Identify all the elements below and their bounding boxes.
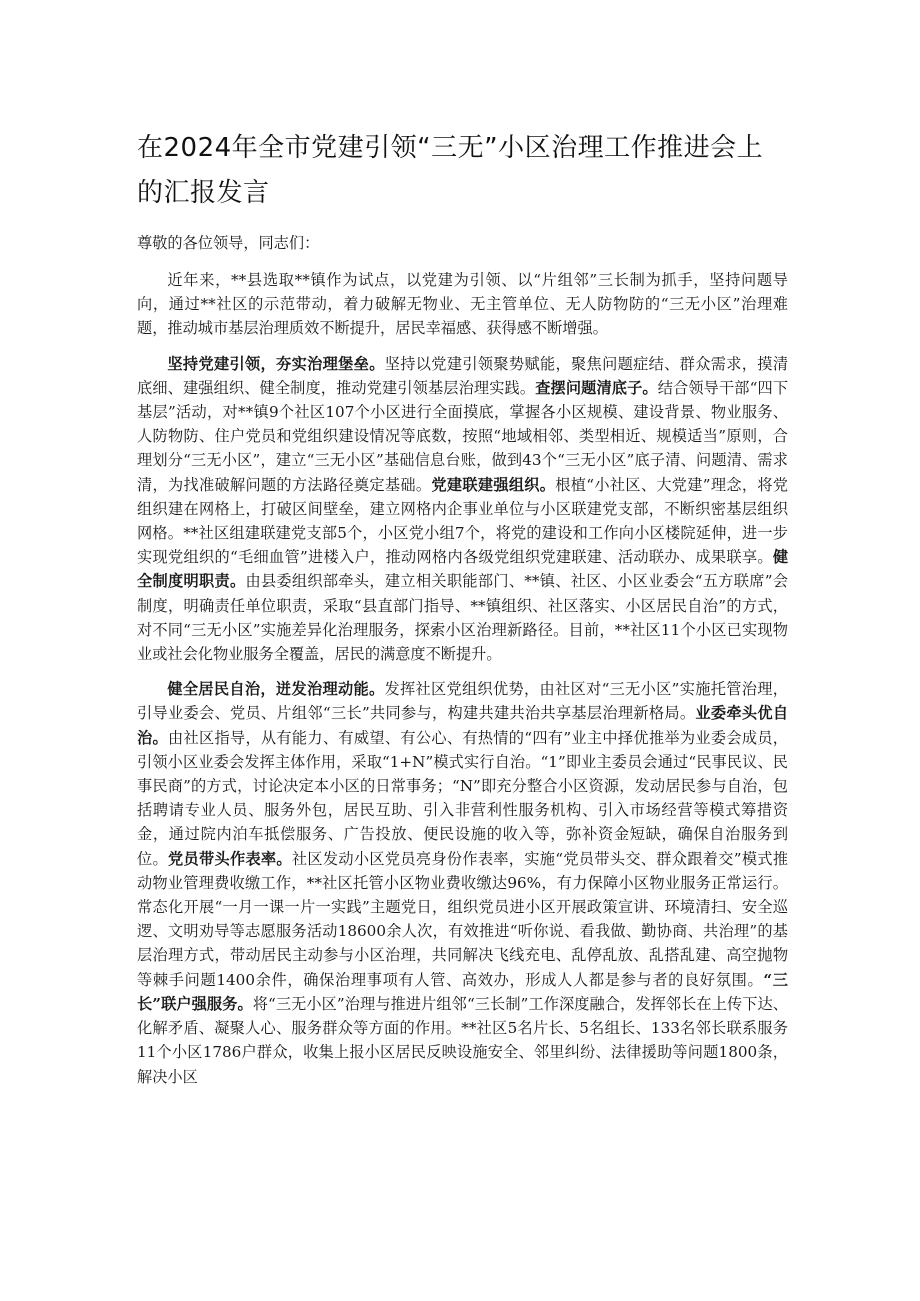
subsection-text: 由县委组织部牵头，建立相关职能部门、**镇、社区、小区业委会“五方联席”会制度，明确责任单位职责，采取“县直部门指导、**镇组织、社区落实、小区居民自治”的方式，对不同“三无小区”实施差异化治理服务，探索小区治理新路径。目前，**社区11个小区已实现物业或社会化物业服务全覆盖，居民的满意度不断提升。 bbox=[137, 572, 789, 664]
intro-paragraph: 近年来，**县选取**镇作为试点，以党建为引领、以“片组邻”三长制为抓手，坚持问题导向，通过**社区的示范带动，着力破解无物业、无主管单位、无人防物防的“三无小区”治理难题，推动城市基层治理质效不断提升，居民幸福感、获得感不断增强。 bbox=[137, 271, 788, 338]
subsection-text: 由社区指导，从有能力、有威望、有公心、有热情的“四有”业主中择优推举为业委会成员，引领小区业委会发挥主体作用，采取“1+N”模式实行自治。“1”即业主委员会通过“民事民议、民事民商”的方式，讨论决定本小区的日常事务；“N”即充分整合小区资源，发动居民参与自治，包括聘请专业人员、服务外包，居民互助、引入非营利性服务机构、引入市场经营等模式筹措资金，通过院内泊车抵偿服务、广告投放、便民设施的收入等，弥补资金短缺，确保自治服务到位。 bbox=[137, 728, 788, 868]
subsection-heading: 党员带头作表率。 bbox=[167, 849, 292, 868]
subsection-heading: “三长”联户强服务。 bbox=[137, 970, 788, 1013]
subsection-heading: 党建联建强组织。 bbox=[431, 475, 556, 494]
subsection-heading: 业委牵头优自治。 bbox=[137, 704, 789, 747]
section-lead-text: 发挥社区党组织优势，由社区对“三无小区”实施托管治理，引导业委会、党员、片组邻“三长”共同参与，构建共建共治共享基层治理新格局。 bbox=[137, 680, 788, 723]
subsection-heading: 查摆问题清底子。 bbox=[535, 378, 658, 397]
salutation: 尊敬的各位领导，同志们： bbox=[137, 234, 320, 252]
section-heading: 健全居民自治，迸发治理动能。 bbox=[167, 680, 385, 699]
subsection-heading: 健全制度明职责。 bbox=[137, 548, 788, 591]
subsection-text: 结合领导干部“四下基层”活动，对**镇9个社区107个小区进行全面摸底，掌握各小区规模、建设背景、物业服务、人防物防、住户党员和党组织建设情况等底数，按照“地域相邻、类型相近、规模适当”原则，合理划分“三无小区”，建立“三无小区”基础信息台账，做到43个“三无小区”底子清、问题清、需求清，为找准破解问题的方法路径奠定基础。 bbox=[137, 378, 789, 494]
section-party-leadership bbox=[137, 352, 788, 667]
subsection-text: 根植“小社区、大党建”理念，将党组织建在网格上，打破区间壁垒，建立网格内企事业单位与小区联建党支部，不断织密基层组织网格。**社区组建联建党支部5个，小区党小组7个，将党的建设和工作向小区楼院延伸，进一步实现党组织的“毛细血管”进楼入户，推动网格内各级党组织党建联建、活动联办、成果联享。 bbox=[137, 475, 789, 567]
section-heading: 坚持党建引领，夯实治理堡垒。 bbox=[167, 354, 385, 373]
document-title: 在2024年全市党建引领“三无”小区治理工作推进会上的汇报发言 bbox=[137, 133, 764, 208]
subsection-text: 社区发动小区党员亮身份作表率，实施“党员带头交、群众跟着交”模式推动物业管理费收缴工作，**社区托管小区物业费收缴达96%，有力保障小区物业服务正常运行。常态化开展“一月一课一片一实践”主题党日，组织党员进小区开展政策宣讲、环境清扫、安全巡逻、文明劝导等志愿服务活动18600余人次，有效推进“听你说、看我做、勤协商、共治理”的基层治理方式，带动居民主动参与小区治理，共同解决飞线充电、乱停乱放、乱搭乱建、高空抛物等棘手问题1400余件，确保治理事项有人管、高效办，形成人人都是参与者的良好氛围。 bbox=[137, 849, 789, 989]
section-lead-text: 坚持以党建引领聚势赋能，聚焦问题症结、群众需求，摸清底细、建强组织、健全制度，推动党建引领基层治理实践。 bbox=[137, 354, 789, 397]
subsection-text: 将“三无小区”治理与推进片组邻“三长制”工作深度融合，发挥邻长在上传下达、化解矛盾、凝聚人心、服务群众等方面的作用。**社区5名片长、5名组长、133名邻长联系服务11个小区1786户群众，收集上报小区居民反映设施安全、邻里纠纷、法律援助等问题1800条，解决小区 bbox=[137, 994, 788, 1086]
section-resident-autonomy bbox=[137, 677, 788, 1088]
